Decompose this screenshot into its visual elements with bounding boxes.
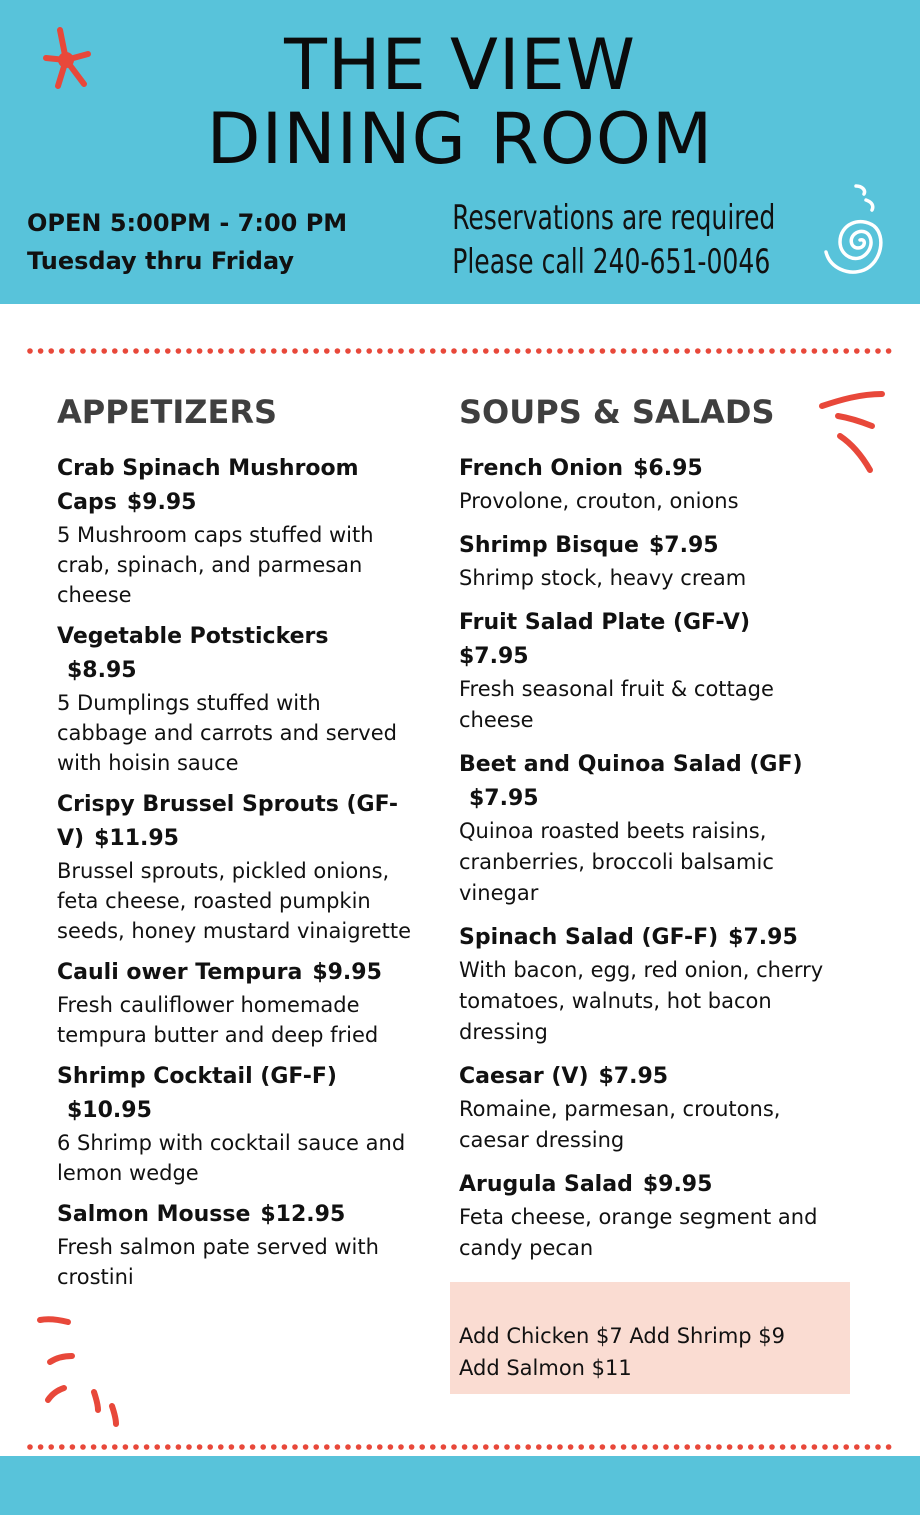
item-description: Fresh salmon pate served with crostini	[57, 1235, 379, 1289]
divider-dot	[154, 348, 160, 354]
divider-dot	[653, 1444, 659, 1450]
divider-dot	[462, 348, 468, 354]
appetizers-heading: APPETIZERS	[57, 393, 278, 431]
soups-salads-heading: SOUPS & SALADS	[459, 393, 775, 431]
divider-dot	[91, 348, 97, 354]
divider-dot	[133, 1444, 139, 1450]
item-description: Brussel sprouts, pickled onions, feta cheese, roasted pumpkin seeds, honey mustard vinaigrette	[57, 859, 412, 943]
divider-dot	[27, 1444, 33, 1450]
divider-dot	[875, 1444, 881, 1450]
divider-dot	[419, 1444, 425, 1450]
menu-item	[459, 921, 849, 1048]
divider-dot	[260, 348, 266, 354]
divider-dot	[303, 1444, 309, 1450]
divider-dot	[748, 348, 754, 354]
divider-dot	[207, 1444, 213, 1450]
divider-dot	[865, 1444, 871, 1450]
divider-dot	[271, 1444, 277, 1450]
divider-dot	[674, 348, 680, 354]
divider-dot	[133, 348, 139, 354]
divider-dot	[80, 348, 86, 354]
divider-dot	[356, 1444, 362, 1450]
divider-dot	[462, 1444, 468, 1450]
divider-dot	[653, 348, 659, 354]
hours-line-2: Tuesday thru Friday	[27, 247, 295, 275]
menu-item	[459, 606, 849, 736]
divider-dot	[769, 348, 775, 354]
item-name: Arugula Salad	[459, 1172, 633, 1197]
divider-dot	[176, 348, 182, 354]
footer-banner	[0, 1456, 920, 1515]
divider-dot	[610, 348, 616, 354]
item-name-line	[459, 921, 849, 955]
divider-dot	[822, 348, 828, 354]
divider-dot	[684, 348, 690, 354]
item-description: Romaine, parmesan, croutons, caesar dressing	[459, 1097, 781, 1152]
item-name-line	[57, 788, 417, 856]
divider-dot	[154, 1444, 160, 1450]
item-price: $9.95	[642, 1172, 713, 1197]
divider-dot	[801, 1444, 807, 1450]
divider-dot	[547, 348, 553, 354]
divider-dot	[716, 1444, 722, 1450]
divider-dot	[313, 1444, 319, 1450]
divider-dot	[737, 348, 743, 354]
menu-item	[459, 1060, 849, 1156]
divider-dot	[59, 1444, 65, 1450]
divider-dot	[48, 348, 54, 354]
item-price: $7.95	[469, 786, 539, 811]
divider-dot	[568, 348, 574, 354]
divider-dot	[621, 348, 627, 354]
item-name: Shrimp Bisque	[459, 533, 639, 558]
divider-dot	[197, 1444, 203, 1450]
divider-dot	[621, 1444, 627, 1450]
divider-dot	[144, 1444, 150, 1450]
divider-dot	[366, 1444, 372, 1450]
item-name: Salmon Mousse	[57, 1202, 251, 1227]
item-name: Fruit Salad Plate (GF-V)	[459, 610, 751, 635]
opening-hours	[27, 204, 347, 280]
divider-dot	[631, 1444, 637, 1450]
divider-dot	[483, 1444, 489, 1450]
divider-dot	[250, 1444, 256, 1450]
item-name: French Onion	[459, 456, 624, 481]
divider-dot	[292, 1444, 298, 1450]
divider-dot	[229, 348, 235, 354]
hours-line-1: OPEN 5:00PM - 7:00 PM	[27, 209, 348, 237]
item-name-line	[459, 529, 849, 563]
item-name-line	[459, 1060, 849, 1094]
divider-dot	[197, 348, 203, 354]
item-name-line	[459, 748, 849, 816]
divider-dot	[430, 348, 436, 354]
divider-dot	[112, 1444, 118, 1450]
divider-dot	[536, 348, 542, 354]
item-name: Caesar (V)	[459, 1064, 589, 1089]
reservation-line-1: Reservations are required	[452, 198, 776, 238]
divider-dot	[547, 1444, 553, 1450]
divider-dot	[568, 1444, 574, 1450]
item-description: 6 Shrimp with cocktail sauce and lemon wedge	[57, 1131, 406, 1185]
divider-dot	[578, 1444, 584, 1450]
item-name: Crispy Brussel Sprouts (GF-V)	[57, 792, 399, 851]
item-name: Crab Spinach Mushroom Caps	[57, 456, 359, 515]
divider-dot	[833, 348, 839, 354]
divider-dot	[822, 1444, 828, 1450]
divider-dot	[600, 348, 606, 354]
item-name: Spinach Salad (GF-F)	[459, 925, 719, 950]
item-price: $11.95	[94, 826, 179, 851]
item-price: $9.95	[126, 490, 197, 515]
divider-dot	[313, 348, 319, 354]
divider-dot	[706, 1444, 712, 1450]
divider-dot	[91, 1444, 97, 1450]
divider-dot	[144, 348, 150, 354]
menu-item	[57, 788, 417, 946]
divider-dot	[854, 1444, 860, 1450]
item-description: Fresh cauliflower homemade tempura butter and deep fried	[57, 993, 379, 1047]
divider-dot	[843, 1444, 849, 1450]
divider-dot	[494, 348, 500, 354]
add-ons-box	[450, 1282, 850, 1394]
divider-dot	[218, 348, 224, 354]
item-price: $9.95	[312, 960, 382, 985]
divider-dot	[356, 348, 362, 354]
divider-dot	[706, 348, 712, 354]
menu-item	[57, 452, 417, 610]
divider-dot	[409, 348, 415, 354]
dotted-divider-bottom	[26, 1442, 896, 1452]
divider-dot	[759, 348, 765, 354]
item-name-line	[459, 606, 849, 674]
title-line-2: DINING ROOM	[206, 98, 714, 180]
decorative-brush-strokes-left	[36, 1310, 126, 1430]
menu-item	[459, 1168, 849, 1264]
divider-dot	[833, 1444, 839, 1450]
divider-dot	[716, 348, 722, 354]
divider-dot	[663, 1444, 669, 1450]
divider-dot	[483, 348, 489, 354]
divider-dot	[684, 1444, 690, 1450]
divider-dot	[388, 1444, 394, 1450]
divider-dot	[366, 348, 372, 354]
item-description: 5 Mushroom caps stuffed with crab, spinach, and parmesan cheese	[57, 523, 374, 607]
divider-dot	[865, 348, 871, 354]
page-title	[0, 24, 920, 180]
divider-dot	[557, 1444, 563, 1450]
divider-dot	[727, 1444, 733, 1450]
item-description: Feta cheese, orange segment and candy pecan	[459, 1205, 818, 1260]
item-price: $6.95	[633, 456, 703, 481]
menu-item	[57, 1060, 417, 1188]
add-ons-line-2: Add Salmon $11	[459, 1356, 632, 1380]
divider-dot	[260, 1444, 266, 1450]
divider-dot	[229, 1444, 235, 1450]
divider-dot	[101, 348, 107, 354]
divider-dot	[515, 348, 521, 354]
item-name-line	[57, 1060, 417, 1128]
divider-dot	[472, 348, 478, 354]
divider-dot	[536, 1444, 542, 1450]
title-line-1: THE VIEW	[284, 24, 636, 106]
divider-dot	[335, 1444, 341, 1450]
divider-dot	[324, 1444, 330, 1450]
divider-dot	[59, 348, 65, 354]
divider-dot	[377, 1444, 383, 1450]
divider-dot	[578, 348, 584, 354]
divider-dot	[589, 1444, 595, 1450]
divider-dot	[282, 348, 288, 354]
divider-dot	[419, 348, 425, 354]
divider-dot	[472, 1444, 478, 1450]
item-description: Shrimp stock, heavy cream	[459, 566, 747, 590]
menu-item	[57, 620, 417, 778]
divider-dot	[737, 1444, 743, 1450]
item-name: Vegetable Potstickers	[57, 624, 329, 649]
divider-dot	[663, 348, 669, 354]
item-description: 5 Dumplings stuffed with cabbage and carrots and served with hoisin sauce	[57, 691, 397, 775]
divider-dot	[515, 1444, 521, 1450]
item-price: $7.95	[648, 533, 719, 558]
appetizers-section	[57, 392, 417, 1302]
divider-dot	[409, 1444, 415, 1450]
divider-dot	[441, 348, 447, 354]
item-name: Cauli ower Tempura	[57, 960, 303, 985]
divider-dot	[886, 1444, 892, 1450]
divider-dot	[123, 1444, 129, 1450]
divider-dot	[282, 1444, 288, 1450]
divider-dot	[239, 348, 245, 354]
spiral-shell-icon	[820, 182, 892, 294]
divider-dot	[430, 1444, 436, 1450]
item-price: $7.95	[598, 1064, 669, 1089]
add-ons-line-1: Add Chicken $7 Add Shrimp $9	[459, 1324, 786, 1348]
item-name-line	[57, 452, 417, 520]
divider-dot	[790, 1444, 796, 1450]
item-price: $8.95	[67, 658, 137, 683]
divider-dot	[812, 348, 818, 354]
menu-item	[459, 748, 849, 909]
divider-dot	[780, 1444, 786, 1450]
divider-dot	[589, 348, 595, 354]
item-price: $7.95	[728, 925, 798, 950]
divider-dot	[165, 348, 171, 354]
item-name-line	[57, 1198, 417, 1232]
divider-dot	[345, 348, 351, 354]
divider-dot	[207, 348, 213, 354]
divider-dot	[759, 1444, 765, 1450]
divider-dot	[292, 348, 298, 354]
menu-item	[459, 529, 849, 594]
divider-dot	[504, 348, 510, 354]
divider-dot	[388, 348, 394, 354]
divider-dot	[525, 1444, 531, 1450]
divider-dot	[748, 1444, 754, 1450]
divider-dot	[186, 1444, 192, 1450]
divider-dot	[504, 1444, 510, 1450]
divider-dot	[123, 348, 129, 354]
divider-dot	[218, 1444, 224, 1450]
divider-dot	[324, 348, 330, 354]
item-name-line	[57, 620, 417, 688]
divider-dot	[557, 348, 563, 354]
item-name: Shrimp Cocktail (GF-F)	[57, 1064, 337, 1089]
divider-dot	[165, 1444, 171, 1450]
divider-dot	[642, 348, 648, 354]
divider-dot	[48, 1444, 54, 1450]
divider-dot	[727, 348, 733, 354]
divider-dot	[886, 348, 892, 354]
divider-dot	[441, 1444, 447, 1450]
item-name-line	[459, 452, 849, 486]
divider-dot	[875, 348, 881, 354]
divider-dot	[780, 348, 786, 354]
divider-dot	[239, 1444, 245, 1450]
divider-dot	[345, 1444, 351, 1450]
divider-dot	[631, 348, 637, 354]
item-name-line	[459, 1168, 849, 1202]
divider-dot	[600, 1444, 606, 1450]
divider-dot	[186, 348, 192, 354]
divider-dot	[790, 348, 796, 354]
divider-dot	[112, 348, 118, 354]
item-name-line	[57, 956, 417, 990]
divider-dot	[854, 348, 860, 354]
reservation-note	[452, 196, 776, 284]
divider-dot	[695, 1444, 701, 1450]
item-price: $12.95	[260, 1202, 346, 1227]
divider-dot	[271, 348, 277, 354]
divider-dot	[801, 348, 807, 354]
item-price: $7.95	[459, 644, 529, 669]
divider-dot	[451, 1444, 457, 1450]
dotted-divider-top	[26, 346, 896, 356]
reservation-line-2: Please call 240-651-0046	[452, 242, 771, 282]
divider-dot	[335, 348, 341, 354]
divider-dot	[38, 348, 44, 354]
divider-dot	[250, 348, 256, 354]
divider-dot	[494, 1444, 500, 1450]
item-description: Fresh seasonal fruit & cottage cheese	[459, 677, 774, 732]
divider-dot	[695, 348, 701, 354]
divider-dot	[769, 1444, 775, 1450]
divider-dot	[176, 1444, 182, 1450]
divider-dot	[674, 1444, 680, 1450]
divider-dot	[38, 1444, 44, 1450]
divider-dot	[377, 348, 383, 354]
menu-item	[57, 1198, 417, 1292]
divider-dot	[70, 348, 76, 354]
divider-dot	[80, 1444, 86, 1450]
item-description: With bacon, egg, red onion, cherry tomatoes, walnuts, hot bacon dressing	[459, 958, 824, 1044]
soups-salads-section	[459, 392, 849, 1276]
header-banner	[0, 0, 920, 304]
decorative-brush-strokes	[816, 386, 888, 476]
divider-dot	[812, 1444, 818, 1450]
divider-dot	[642, 1444, 648, 1450]
item-description: Quinoa roasted beets raisins, cranberries, broccoli balsamic vinegar	[459, 819, 774, 905]
item-name: Beet and Quinoa Salad (GF)	[459, 752, 803, 777]
divider-dot	[843, 348, 849, 354]
divider-dot	[70, 1444, 76, 1450]
item-description: Provolone, crouton, onions	[459, 489, 739, 513]
divider-dot	[525, 348, 531, 354]
item-price: $10.95	[67, 1098, 152, 1123]
divider-dot	[398, 348, 404, 354]
divider-dot	[101, 1444, 107, 1450]
divider-dot	[398, 1444, 404, 1450]
divider-dot	[303, 348, 309, 354]
divider-dot	[610, 1444, 616, 1450]
divider-dot	[451, 348, 457, 354]
menu-item	[459, 452, 849, 517]
divider-dot	[27, 348, 33, 354]
menu-item	[57, 956, 417, 1050]
